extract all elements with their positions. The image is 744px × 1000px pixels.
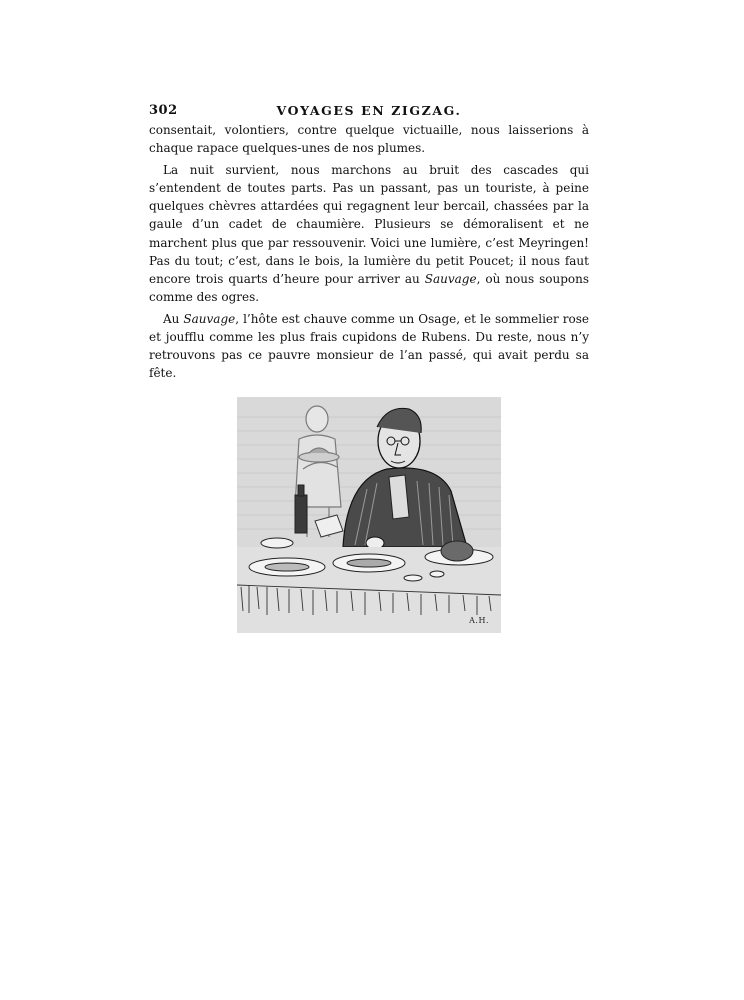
illustration-signature: A.H.	[469, 616, 489, 625]
paragraph-text: La nuit survient, nous marchons au bruit des cascades qui s’entendent de toutes parts. Pas un passant, pas un touriste, à peine quelques chèvres attardées qui regagnent leur bercail, chassées par la gaule d’un cadet de chaumière. Plusieurs se démoralisent et ne marchent plus que par ressouvenir. Voici une lumière, c’est Meyringen! Pas du tout; c’est, dans le bois, la lumière du petit Poucet; il nous faut encore trois quarts d’heure pour arriver au	[149, 163, 589, 286]
paragraph-text: , l’hôte est chauve comme un Osage, et le sommelier rose et joufflu comme les plus frais cupidons de Rubens. Du reste, nous n’y retrouvons pas ce pauvre monsieur de l’an passé, qui avait perdu sa fête.	[149, 311, 589, 381]
italic-text: Sauvage	[424, 271, 477, 286]
paragraph	[149, 121, 589, 157]
paragraph-text: , où nous soupons comme des ogres.	[149, 271, 589, 304]
paragraph	[149, 161, 589, 306]
paragraph-text: consentait, volontiers, contre quelque victuaille, nous laisserions à chaque rapace quelques-unes de nos plumes.	[149, 123, 589, 156]
body-text	[149, 121, 589, 382]
italic-text: Sauvage	[183, 311, 236, 326]
illustration-diner-scene	[237, 397, 501, 633]
paragraph-text: Au	[163, 311, 184, 326]
paragraph	[149, 310, 589, 382]
page-number: 302	[149, 103, 178, 118]
engraving-drawing	[237, 397, 501, 633]
bread-loaf	[315, 515, 343, 537]
seated-man	[343, 408, 467, 549]
running-title: VOYAGES EN ZIGZAG.	[276, 103, 462, 118]
page-header	[149, 103, 589, 121]
